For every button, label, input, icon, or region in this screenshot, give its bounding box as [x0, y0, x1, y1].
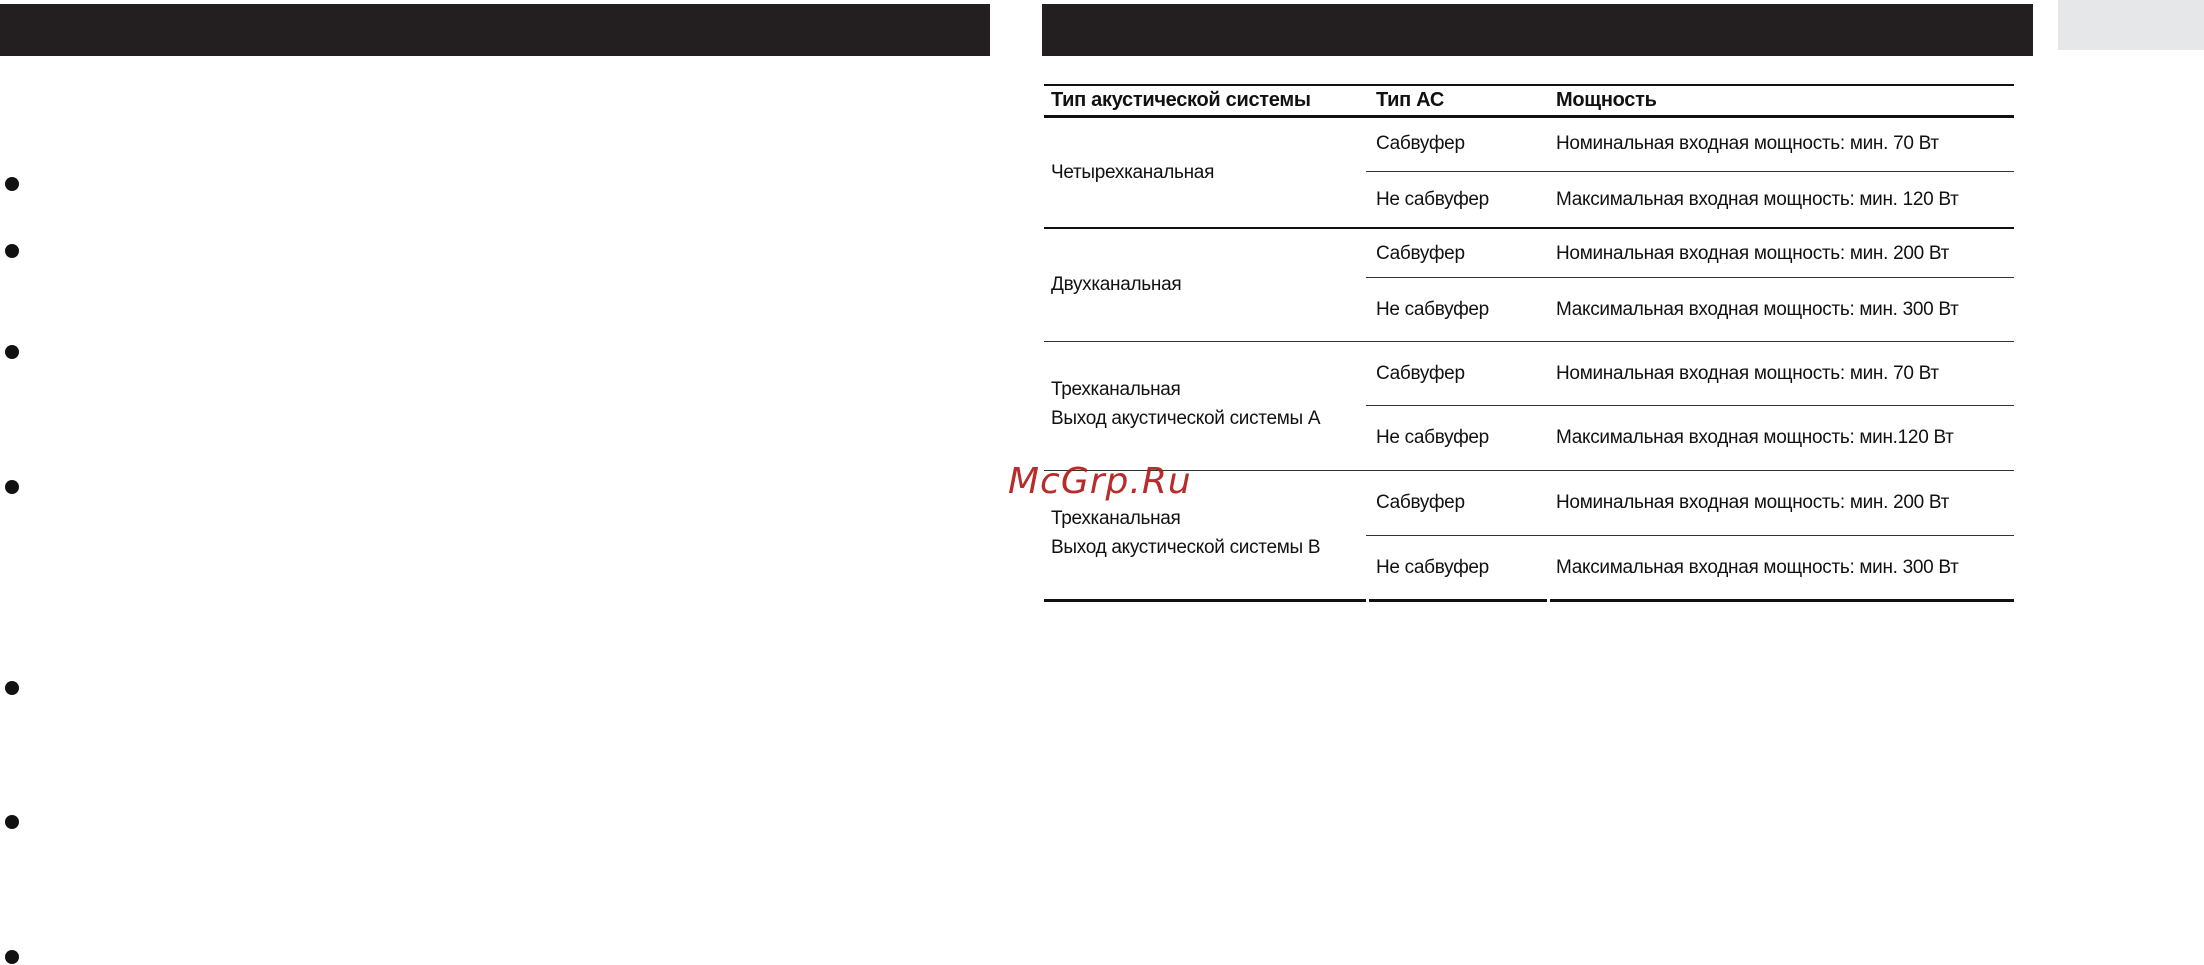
header-bottom-rule: [1044, 115, 2014, 118]
right-section-header-bar: [1042, 4, 2033, 56]
power-cell: Номинальная входная мощность: мин. 70 Вт: [1556, 363, 1939, 384]
row-divider: [1366, 277, 2014, 278]
power-cell: Максимальная входная мощность: мин. 120 Вт: [1556, 189, 1959, 210]
group-label-four-channel: Четырехканальная: [1051, 162, 1215, 183]
group-divider: [1044, 341, 2014, 342]
bullet-marker: [5, 950, 19, 964]
power-cell: Максимальная входная мощность: мин. 300 Вт: [1556, 299, 1959, 320]
speaker-type-cell: Не сабвуфер: [1376, 189, 1489, 210]
bullet-marker: [5, 345, 19, 359]
power-cell: Номинальная входная мощность: мин. 200 Вт: [1556, 243, 1950, 264]
speaker-type-cell: Сабвуфер: [1376, 363, 1465, 384]
site-watermark: McGrp.Ru: [1008, 461, 1192, 502]
table-bottom-rule: [1044, 599, 1366, 602]
speaker-type-cell: Сабвуфер: [1376, 243, 1465, 264]
bullet-marker: [5, 177, 19, 191]
table-bottom-rule: [1369, 599, 1547, 602]
left-section-header-bar: [0, 4, 990, 56]
group-divider: [1044, 227, 2014, 229]
power-cell: Максимальная входная мощность: мин. 300 Вт: [1556, 557, 1959, 578]
row-divider: [1366, 405, 2014, 406]
bullet-marker: [5, 815, 19, 829]
group-label-three-channel-b: Трехканальная Выход акустической системы B: [1051, 508, 1321, 558]
speaker-type-cell: Не сабвуфер: [1376, 557, 1489, 578]
speaker-type-cell: Не сабвуфер: [1376, 427, 1489, 448]
row-divider: [1366, 535, 2014, 536]
speaker-type-cell: Сабвуфер: [1376, 133, 1465, 154]
group-label-two-channel: Двухканальная: [1051, 274, 1182, 295]
speaker-power-table: [1044, 84, 2014, 604]
row-divider: [1366, 171, 2014, 172]
power-cell: Номинальная входная мощность: мин. 200 Вт: [1556, 492, 1950, 513]
header-speaker-type: Тип АС: [1376, 89, 1444, 111]
group-label-three-channel-a: Трехканальная Выход акустической системы A: [1051, 379, 1321, 429]
header-power: Мощность: [1556, 89, 1657, 111]
bullet-marker: [5, 244, 19, 258]
table-bottom-rule: [1550, 599, 2014, 602]
bullet-marker: [5, 480, 19, 494]
header-system-type: Тип акустической системы: [1051, 89, 1311, 111]
speaker-type-cell: Сабвуфер: [1376, 492, 1465, 513]
page-edge-tab: [2058, 0, 2204, 50]
power-cell: Номинальная входная мощность: мин. 70 Вт: [1556, 133, 1939, 154]
power-cell: Максимальная входная мощность: мин.120 Вт: [1556, 427, 1954, 448]
bullet-marker: [5, 681, 19, 695]
speaker-type-cell: Не сабвуфер: [1376, 299, 1489, 320]
